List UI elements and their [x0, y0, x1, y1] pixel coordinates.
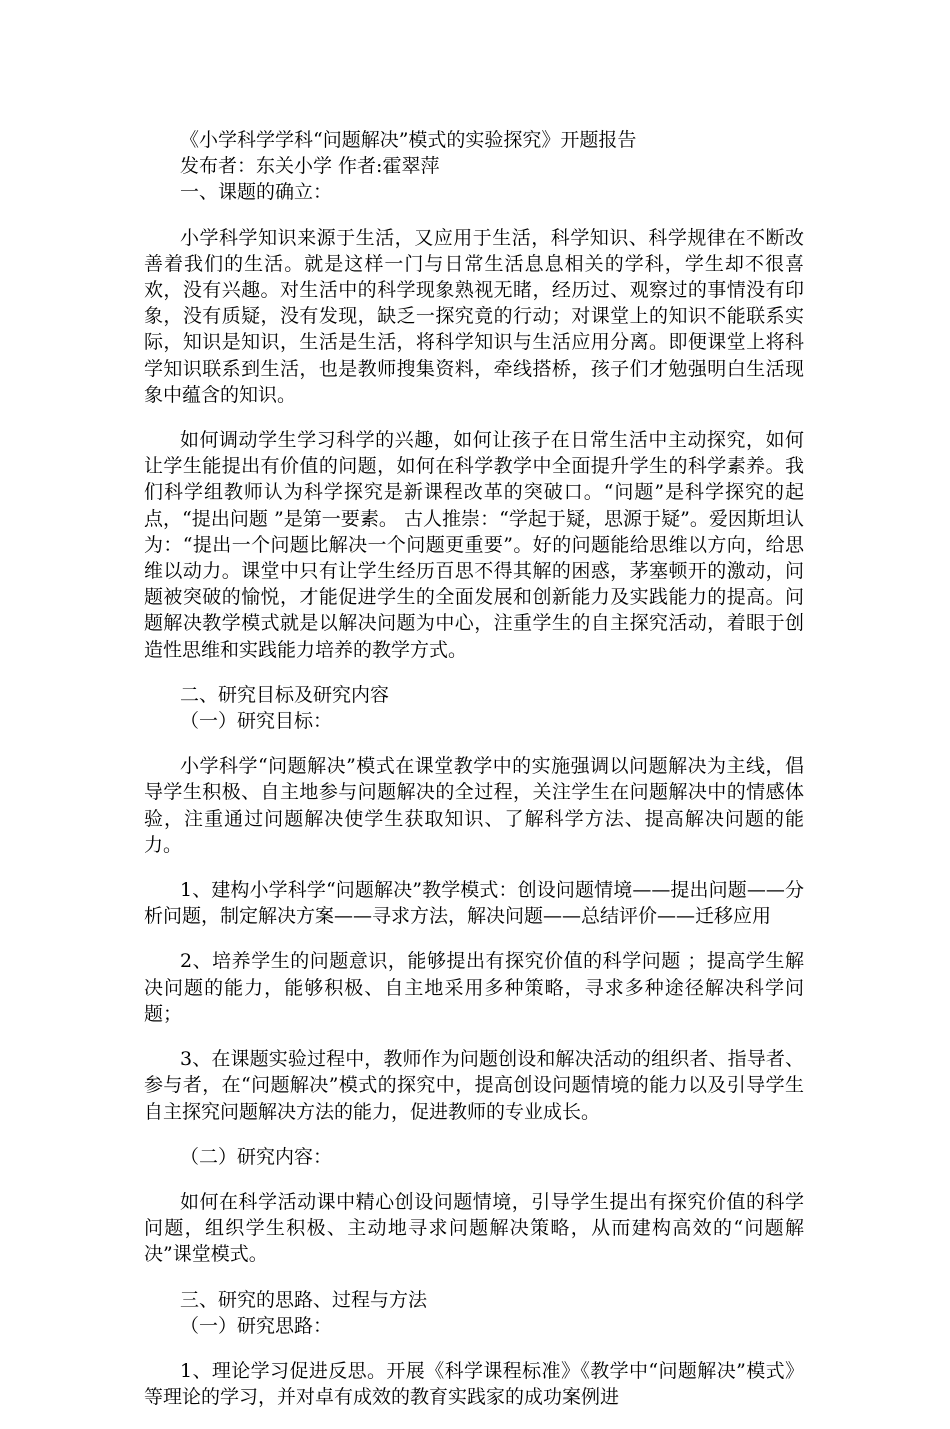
subsection-heading: （一）研究目标： [180, 710, 333, 733]
list-item: 1、建构小学科学“问题解决”教学模式：创设问题情境——提出问题——分析问题，制定解决方案——寻求方法，解决问题——总结评价——迁移应用 [144, 879, 804, 928]
subsection-heading: （二）研究内容： [180, 1145, 333, 1168]
document-body [144, 127, 804, 1429]
document-meta: 发布者：东关小学 作者:霍翠萍 [180, 155, 440, 178]
subsection-heading: （一）研究思路： [180, 1314, 333, 1337]
section-heading-1: 一、课题的确立： [180, 181, 333, 204]
list-item: 2、培养学生的问题意识，能够提出有探究价值的科学问题 ；提高学生解决问题的能力，能够积极、自主地采用多种策略，寻求多种途径解决科学问题； [144, 950, 804, 1025]
list-item: 3、在课题实验过程中，教师作为问题创设和解决活动的组织者、指导者、参与者，在“问题解决”模式的探究中，提高创设问题情境的能力以及引导学生自主探究问题解决方法的能力，促进教师的专业成长。 [144, 1048, 804, 1123]
paragraph: 小学科学知识来源于生活，又应用于生活，科学知识、科学规律在不断改善着我们的生活。就是这样一门与日常生活息息相关的学科，学生却不很喜欢，没有兴趣。对生活中的科学现象熟视无睹，经历过、观察过的事情没有印象，没有质疑，没有发现，缺乏一探究竟的行动；对课堂上的知识不能联系实际，知识是知识，生活是生活，将科学知识与生活应用分离。即便课堂上将科学知识联系到生活，也是教师搜集资料，牵线搭桥，孩子们才勉强明白生活现象中蕴含的知识。 [144, 226, 804, 406]
paragraph: 如何在科学活动课中精心创设问题情境，引导学生提出有探究价值的科学问题，组织学生积极、主动地寻求问题解决策略，从而建构高效的“问题解决”课堂模式。 [144, 1190, 804, 1266]
document-title: 《小学科学学科“问题解决”模式的实验探究》开题报告 [180, 129, 637, 151]
section-heading-3: 三、研究的思路、过程与方法 [180, 1288, 428, 1311]
paragraph: 如何调动学生学习科学的兴趣，如何让孩子在日常生活中主动探究，如何让学生能提出有价值的问题，如何在科学教学中全面提升学生的科学素养。我们科学组教师认为科学探究是新课程改革的突破口。“问题”是科学探究的起点，“提出问题 ”是第一要素。 古人推崇：“学起于疑，思源于疑”。爱因斯坦认为：“提出一个问题比解决一个问题更重要”。好的问题能给思维以方向，给思维以动力。课堂中只有让学生经历百思不得其解的困惑，茅塞顿开的激动，问题被突破的愉悦，才能促进学生的全面发展和创新能力及实践能力的提高。问题解决教学模式就是以解决问题为中心，注重学生的自主探究活动，着眼于创造性思维和实践能力培养的教学方式。 [144, 429, 804, 661]
section-heading-2: 二、研究目标及研究内容 [180, 683, 390, 706]
paragraph: 小学科学“问题解决”模式在课堂教学中的实施强调以问题解决为主线，倡导学生积极、自主地参与问题解决的全过程，关注学生在问题解决中的情感体验，注重通过问题解决使学生获取知识、了解科学方法、提高解决问题的能力。 [144, 755, 804, 856]
list-item: 1、理论学习促进反思。开展《科学课程标准》《教学中“问题解决”模式》等理论的学习，并对卓有成效的教育实践家的成功案例进 [144, 1359, 804, 1409]
